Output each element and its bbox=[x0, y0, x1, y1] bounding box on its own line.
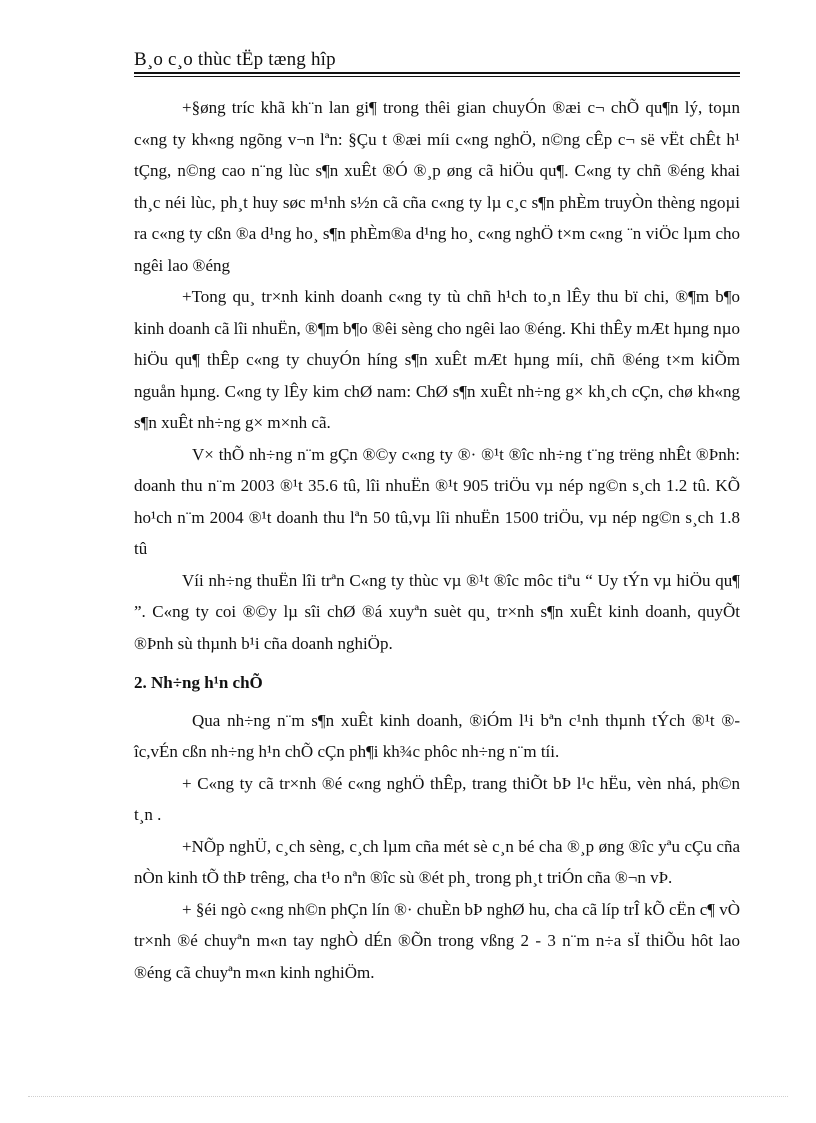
paragraph: +Tong qu¸ tr×nh kinh doanh c«ng ty tù chñ h¹ch to¸n lÊy thu bï chi, ®¶m b¶o kinh doanh cã lîi nhuËn, ®¶m b¶o ®êi sèng cho ngêi lao ®éng. Khi thÊy mÆt hµng nµo hiÖu qu¶ thÊp c«ng ty chuyÓn híng s¶n xuÊt mÆt hµng míi, chñ ®éng t×m kiÕm nguån hµng. C«ng ty lÊy kim chØ nam: ChØ s¶n xuÊt nh÷ng g× kh¸ch cÇn, chø kh«ng s¶n xuÊt nh÷ng g× m×nh cã. bbox=[134, 287, 740, 432]
document-body bbox=[134, 92, 740, 988]
page-header: B¸o c¸o thùc tËp tæng hîp bbox=[134, 49, 336, 70]
paragraph: V× thÕ nh÷ng n¨m gÇn ®©y c«ng ty ®· ®¹t ®îc nh÷ng t¨ng trëng nhÊt ®Þnh: doanh thu n¨m 2003 ®¹t 35.6 tû, lîi nhuËn ®¹t 905 triÖu vµ nép ng©n s¸ch 1.2 tû. KÕ ho¹ch n¨m 2004 ®¹t doanh thu lªn 50 tû,vµ lîi nhuËn 1500 triÖu, vµ nép ng©n s¸ch 1.8 tû bbox=[134, 444, 740, 558]
paragraph: Qua nh÷ng n¨m s¶n xuÊt kinh doanh, ®iÓm l¹i bªn c¹nh thµnh tÝch ®¹t ®îc,vÉn cßn nh÷ng h¹n chÕ cÇn ph¶i kh¾c phôc nh÷ng n¨m tíi. bbox=[134, 710, 740, 761]
paragraph: +§øng tríc khã kh¨n lan gi¶ trong thêi gian chuyÓn ®æi c¬ chÕ qu¶n lý, toµn c«ng ty kh«ng ngõng v¬n lªn: §Çu t ®æi míi c«ng nghÖ, n©ng cÊp c¬ së vËt chÊt h¹ tÇng, n©ng cao n¨ng lùc s¶n xuÊt ®Ó ®¸p øng cã hiÖu qu¶. C«ng ty chñ ®éng khai th¸c néi lùc, ph¸t huy søc m¹nh s½n cã cña c«ng ty lµ c¸c s¶n phÈm truyÒn thèng ngoµi ra c«ng ty cßn ®a d¹ng ho¸ s¶n phÈm®a d¹ng ho¸ c«ng nghÖ t×m c«ng ¨n viÖc lµm cho ngêi lao ®éng bbox=[134, 98, 740, 275]
paragraph: + §éi ngò c«ng nh©n phÇn lín ®· chuÈn bÞ nghØ hu, cha cã líp trÎ kÕ cËn c¶ vÒ tr×nh ®é chuyªn m«n tay nghÒ dÉn ®Õn trong vßng 2 - 3 n¨m n÷a sÏ thiÕu hôt lao ®éng cã chuyªn m«n kinh nghiÖm. bbox=[134, 899, 740, 982]
header-rule-thick bbox=[134, 72, 740, 74]
paragraph: +NÕp nghÜ, c¸ch sèng, c¸ch lµm cña mét sè c¸n bé cha ®¸p øng ®îc yªu cÇu cña nÒn kinh tÕ thÞ trêng, cha t¹o nªn ®îc sù ®ét ph¸ trong ph¸t triÓn cña ®¬n vÞ. bbox=[134, 836, 740, 887]
paragraph: Víi nh÷ng thuËn lîi trªn C«ng ty thùc vµ ®¹t ®îc môc tiªu “ Uy tÝn vµ hiÖu qu¶ ”. C«ng ty coi ®©y lµ sîi chØ ®á xuyªn suèt qu¸ tr×nh s¶n xuÊt kinh doanh, quyÕt ®Þnh sù thµnh b¹i cña doanh nghiÖp. bbox=[134, 570, 740, 653]
page-bottom-divider bbox=[28, 1096, 788, 1097]
header-rule-thin bbox=[134, 76, 740, 77]
paragraph: + C«ng ty cã tr×nh ®é c«ng nghÖ thÊp, trang thiÕt bÞ l¹c hËu, vèn nhá, ph©n t¸n . bbox=[134, 773, 740, 824]
section-heading: 2. Nh÷ng h¹n chÕ bbox=[134, 673, 263, 692]
